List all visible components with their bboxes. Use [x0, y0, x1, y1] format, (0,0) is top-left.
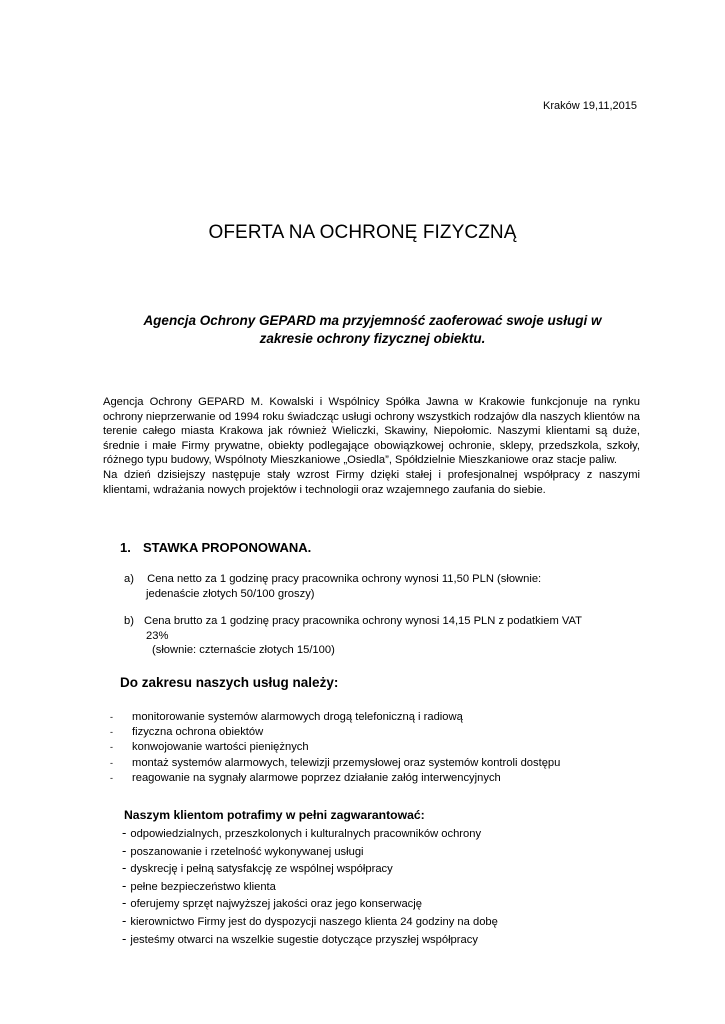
rate-item-b-line-1: Cena brutto za 1 godzinę pracy pracownika ochrony wynosi 14,15 PLN z podatkiem VAT [144, 615, 582, 627]
section-1-number: 1. [120, 540, 131, 555]
rate-item-a-line-1: Cena netto za 1 godzinę pracy pracownika ochrony wynosi 11,50 PLN (słownie: [144, 573, 542, 585]
list-item [110, 710, 560, 725]
bullet-dash: - [110, 727, 113, 738]
document-subtitle [110, 312, 635, 348]
guarantee-item-text: oferujemy sprzęt najwyższej jakości oraz jego konserwację [130, 898, 422, 911]
list-item [122, 878, 498, 896]
list-item [122, 860, 498, 878]
guarantee-heading: Naszym klientom potrafimy w pełni zagwarantować: [124, 808, 425, 822]
rate-item-b-line-2: 23% [146, 629, 169, 642]
bullet-dash: - [122, 877, 127, 893]
scope-list [110, 710, 560, 786]
guarantee-item-text: kierownictwo Firmy jest do dyspozycji naszego klienta 24 godziny na dobę [130, 915, 498, 928]
document-date: Kraków 19,11,2015 [543, 100, 637, 112]
list-item [122, 913, 498, 931]
section-1-heading [120, 540, 311, 555]
list-item [122, 895, 498, 913]
bullet-dash: - [122, 842, 127, 858]
intro-paragraph-1: Agencja Ochrony GEPARD M. Kowalski i Wspólnicy Spółka Jawna w Krakowie funkcjonuje na rynku ochrony nieprzerwanie od 1994 roku świadcząc usługi ochrony wszystkich rodzajów dla naszych klientów na terenie całego miasta Krakowa jak również Wieliczki, Skawiny, Niepołomic. Naszymi klientami są duże, średnie i małe Firmy prywatne, obiekty podlegające obowiązkowej ochronie, sklepy, przedszkola, szkoły, różnego typu budowy, Wspólnoty Mieszkaniowe „Osiedla”, Spółdzielnie Mieszkaniowe oraz stacje paliw. [103, 396, 640, 467]
bullet-dash: - [122, 912, 127, 928]
list-item [110, 771, 560, 786]
scope-item-text: montaż systemów alarmowych, telewizji przemysłowej oraz systemów kontroli dostępu [132, 756, 561, 769]
rate-item-a-line-2: jedenaście złotych 50/100 groszy) [146, 587, 315, 600]
scope-item-text: reagowanie na sygnały alarmowe poprzez działanie załóg interwencyjnych [132, 771, 501, 784]
bullet-dash: - [122, 930, 127, 946]
rate-item-a [124, 572, 594, 601]
guarantee-item-text: jesteśmy otwarci na wszelkie sugestie dotyczące przyszłej współpracy [130, 933, 478, 946]
subtitle-line-2: zakresie ochrony fizycznej obiektu. [259, 331, 486, 346]
list-item [122, 931, 498, 949]
bullet-dash: - [122, 860, 127, 876]
guarantee-list [122, 825, 498, 948]
rate-item-b [124, 614, 644, 658]
guarantee-item-text: dyskrecję i pełną satysfakcję ze wspólnej współpracy [130, 863, 393, 876]
document-title: OFERTA NA OCHRONĘ FIZYCZNĄ [208, 222, 517, 243]
rate-item-b-line-3: (słownie: czternaście złotych 15/100) [152, 644, 335, 657]
bullet-dash: - [110, 772, 113, 783]
scope-item-text: fizyczna ochrona obiektów [132, 726, 264, 739]
scope-heading: Do zakresu naszych usług należy: [120, 675, 339, 690]
intro-paragraph-2: Na dzień dzisiejszy następuje stały wzrost Firmy dzięki stałej i profesjonalnej współpracy z naszymi klientami, wdrażania nowych projektów i technologii oraz wzajemnego zaufania do siebie. [103, 468, 640, 496]
list-item [110, 740, 560, 755]
subtitle-line-1: Agencja Ochrony GEPARD ma przyjemność zaoferować swoje usługi w [143, 313, 602, 328]
bullet-dash: - [122, 825, 127, 840]
bullet-dash: - [110, 742, 113, 753]
intro-section [103, 395, 640, 497]
section-1-title: STAWKA PROPONOWANA. [143, 540, 312, 555]
scope-item-text: monitorowanie systemów alarmowych drogą telefoniczną i radiową [132, 711, 463, 723]
guarantee-item-text: odpowiedzialnych, przeszkolonych i kulturalnych pracowników ochrony [130, 828, 482, 840]
list-item [110, 756, 560, 771]
list-item [122, 825, 498, 843]
bullet-dash: - [110, 712, 113, 722]
rate-item-b-label: b) [124, 615, 134, 627]
bullet-dash: - [110, 757, 113, 768]
list-item [122, 843, 498, 861]
bullet-dash: - [122, 895, 127, 911]
scope-item-text: konwojowanie wartości pieniężnych [132, 741, 309, 754]
rate-item-a-label: a) [124, 573, 134, 585]
list-item [110, 725, 560, 740]
guarantee-item-text: pełne bezpieczeństwo klienta [130, 880, 276, 893]
guarantee-item-text: poszanowanie i rzetelność wykonywanej usługi [130, 845, 364, 858]
